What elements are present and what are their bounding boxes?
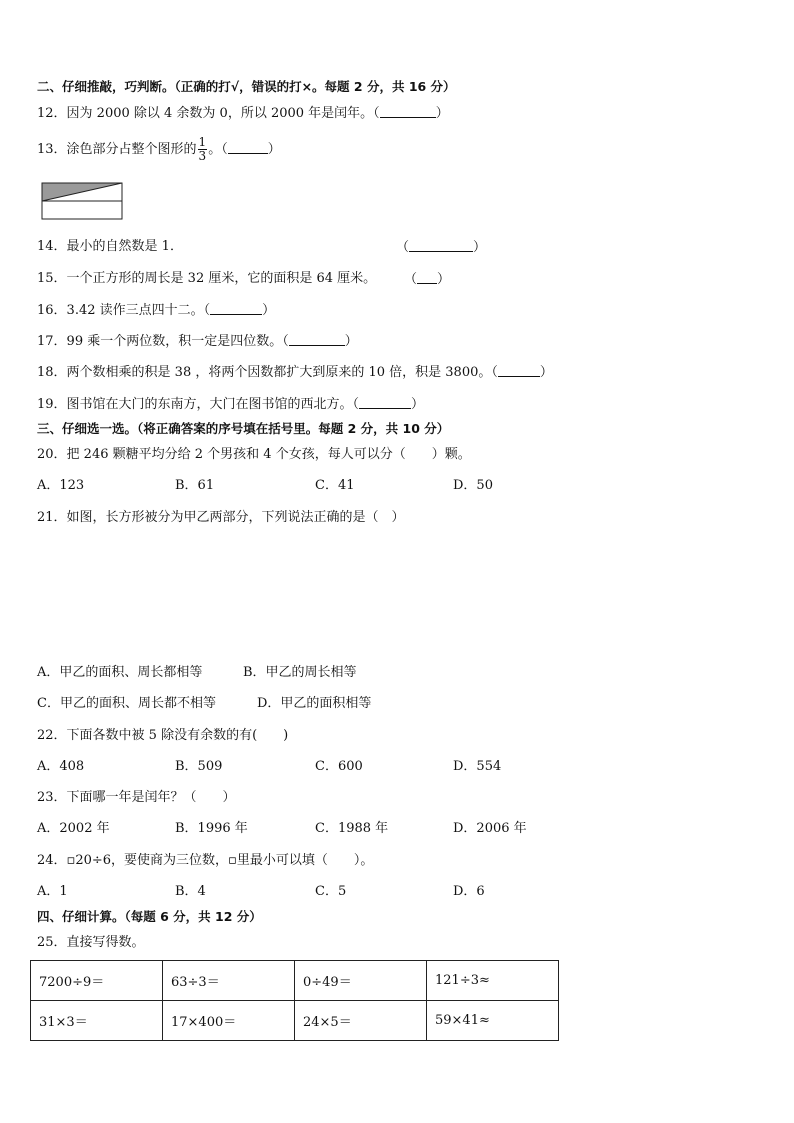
- question-16: 16．3.42 读作三点四十二。（ ）: [37, 303, 276, 318]
- question-23: 23．下面哪一年是闰年？（ ）: [37, 790, 236, 805]
- q21-option-b[interactable]: B．甲乙的周长相等: [243, 665, 357, 680]
- question-14-text: 14．最小的自然数是 1．: [37, 239, 183, 254]
- question-17: 17．99 乘一个两位数，积一定是四位数。（ ）: [37, 334, 358, 349]
- shaded-rectangle-figure: [41, 182, 123, 220]
- answer-blank-14[interactable]: [409, 238, 473, 252]
- calc-cell[interactable]: 17×400＝: [163, 1001, 295, 1041]
- question-12-text: 12．因为 2000 除以 4 余数为 0，所以 2000 年是闰年。（: [37, 106, 380, 121]
- calc-cell[interactable]: 63÷3＝: [163, 961, 295, 1001]
- q21-option-a[interactable]: A．甲乙的面积、周长都相等: [37, 665, 203, 680]
- q24-option-c[interactable]: C．5: [315, 884, 347, 899]
- question-15-answer: （ ）: [404, 272, 451, 287]
- answer-blank-13[interactable]: [228, 140, 268, 154]
- calc-cell[interactable]: 7200÷9＝: [31, 961, 163, 1001]
- question-13-text: 13．涂色部分占整个图形的: [37, 142, 197, 157]
- q21-option-d[interactable]: D．甲乙的面积相等: [257, 696, 372, 711]
- question-18: 18．两个数相乘的积是 38 ，将两个因数都扩大到原来的 10 倍，积是 3800。（ ）: [37, 365, 553, 380]
- q24-option-a[interactable]: A．1: [37, 884, 68, 899]
- fraction-one-third: $\frac{1}{3}$: [198, 135, 207, 163]
- answer-blank-18[interactable]: [498, 363, 540, 377]
- q23-option-d[interactable]: D．2006 年: [453, 821, 527, 836]
- calc-cell[interactable]: 0÷49＝: [295, 961, 427, 1001]
- calc-cell[interactable]: 31×3＝: [31, 1001, 163, 1041]
- section-2-heading: 二、仔细推敲，巧判断。（正确的打√，错误的打×。每题 2 分，共 16 分）: [37, 79, 456, 94]
- question-15-text: 15．一个正方形的周长是 32 厘米，它的面积是 64 厘米。: [37, 271, 377, 286]
- question-14-answer: （ ）: [396, 240, 487, 255]
- question-21: 21．如图，长方形被分为甲乙两部分，下列说法正确的是（ ）: [37, 510, 405, 525]
- q22-option-a[interactable]: A．408: [37, 759, 85, 774]
- q20-option-c[interactable]: C．41: [315, 478, 355, 493]
- q24-option-b[interactable]: B．4: [175, 884, 206, 899]
- calc-cell[interactable]: 59×41≈: [427, 1001, 559, 1041]
- question-25: 25．直接写得数。: [37, 935, 145, 950]
- calc-cell[interactable]: 121÷3≈: [427, 961, 559, 1001]
- question-19: 19．图书馆在大门的东南方，大门在图书馆的西北方。（ ）: [37, 397, 425, 412]
- q24-option-d[interactable]: D．6: [453, 884, 485, 899]
- q21-option-c[interactable]: C．甲乙的面积、周长都不相等: [37, 696, 216, 711]
- section-4-heading: 四、仔细计算。（每题 6 分，共 12 分）: [37, 909, 262, 924]
- table-row: [31, 961, 559, 1001]
- q20-option-d[interactable]: D．50: [453, 478, 493, 493]
- section-3-heading: 三、仔细选一选。（将正确答案的序号填在括号里。每题 2 分，共 10 分）: [37, 421, 450, 436]
- question-12: 12．因为 2000 除以 4 余数为 0，所以 2000 年是闰年。（ ）: [37, 106, 449, 121]
- q22-option-b[interactable]: B．509: [175, 759, 223, 774]
- question-13: 13．涂色部分占整个图形的 $\frac{1}{3}$ 。（ ）: [37, 135, 281, 163]
- q22-option-d[interactable]: D．554: [453, 759, 502, 774]
- question-24: 24．▫20÷6，要使商为三位数，▫里最小可以填（ ）。: [37, 853, 374, 868]
- q22-option-c[interactable]: C．600: [315, 759, 363, 774]
- q20-option-a[interactable]: A．123: [37, 478, 85, 493]
- q23-option-b[interactable]: B．1996 年: [175, 821, 248, 836]
- question-22: 22．下面各数中被 5 除没有余数的有( ): [37, 728, 289, 743]
- answer-blank-12[interactable]: [380, 104, 436, 118]
- q20-option-b[interactable]: B．61: [175, 478, 215, 493]
- answer-blank-16[interactable]: [210, 301, 262, 315]
- answer-blank-15[interactable]: [417, 270, 437, 284]
- q23-option-a[interactable]: A．2002 年: [37, 821, 110, 836]
- table-row: [31, 1001, 559, 1041]
- calculation-table: [30, 960, 559, 1041]
- question-15: [37, 270, 376, 288]
- calc-cell[interactable]: 24×5＝: [295, 1001, 427, 1041]
- answer-blank-17[interactable]: [289, 332, 345, 346]
- q23-option-c[interactable]: C．1988 年: [315, 821, 389, 836]
- question-20: 20．把 246 颗糖平均分给 2 个男孩和 4 个女孩，每人可以分（ ）颗。: [37, 447, 471, 462]
- question-14: [37, 238, 183, 256]
- answer-blank-19[interactable]: [359, 395, 411, 409]
